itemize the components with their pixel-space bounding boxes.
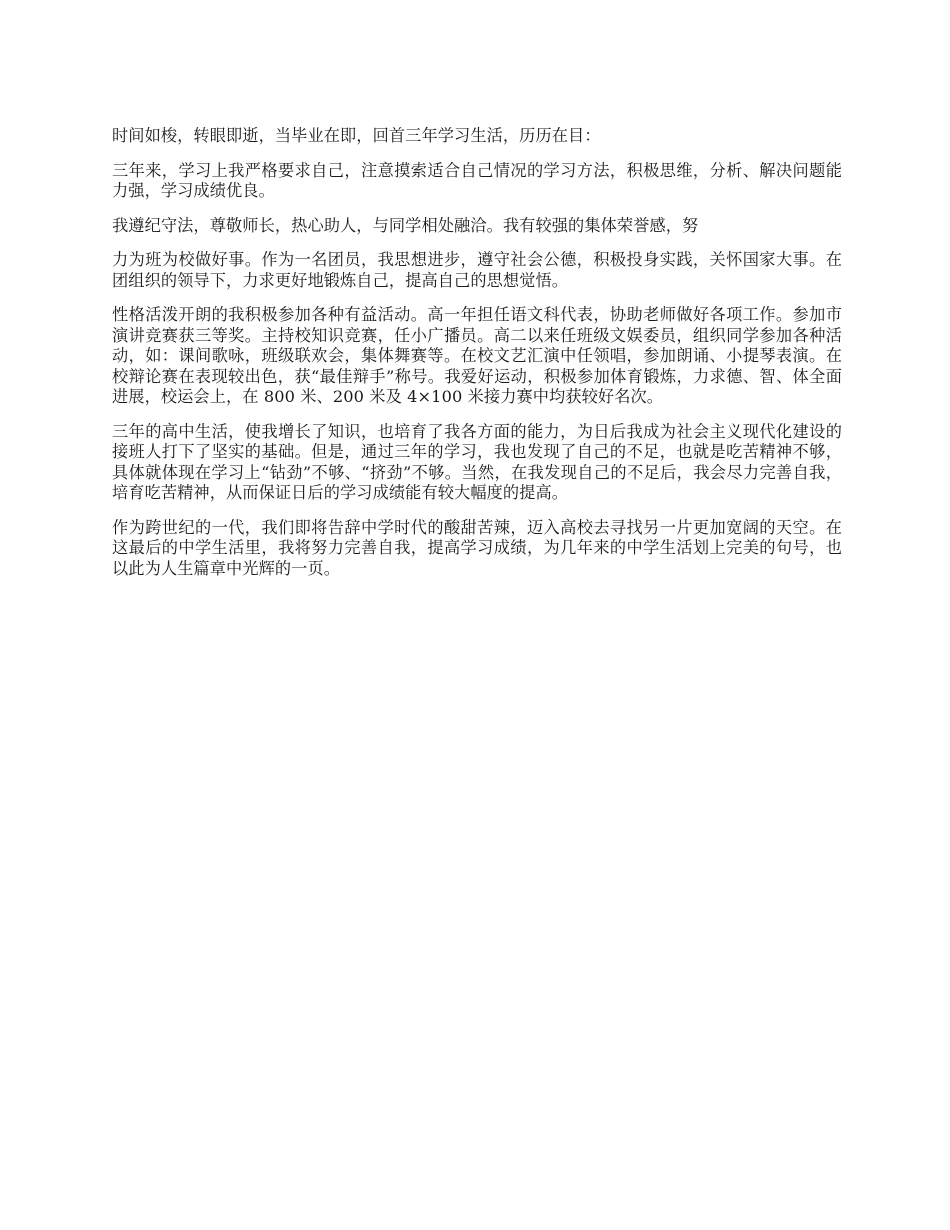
document-page xyxy=(112,126,842,593)
paragraph-activities: 性格活泼开朗的我积极参加各种有益活动。高一年担任语文科代表，协助老师做好各项工作。参加市演讲竞赛获三等奖。主持校知识竞赛，任小广播员。高二以来任班级文娱委员，组织同学参加各种活动，如：课间歌咏，班级联欢会，集体舞赛等。在校文艺汇演中任领唱，参加朗诵、小提琴表演。在校辩论赛在表现较出色，获“最佳辩手”称号。我爱好运动，积极参加体育锻炼，力求德、智、体全面进展，校运会上，在 800 米、200 米及 4×100 米接力赛中均获较好名次。 xyxy=(112,305,842,406)
paragraph-intro: 时间如梭，转眼即逝，当毕业在即，回首三年学习生活，历历在目： xyxy=(112,126,601,145)
paragraph-service: 力为班为校做好事。作为一名团员，我思想进步，遵守社会公德，积极投身实践，关怀国家大事。在团组织的领导下，力求更好地锻炼自己，提高自己的思想觉悟。 xyxy=(112,250,842,290)
paragraph-conduct: 我遵纪守法，尊敬师长，热心助人，与同学相处融洽。我有较强的集体荣誉感，努 xyxy=(112,215,699,235)
paragraph-reflection: 三年的高中生活，使我增长了知识，也培育了我各方面的能力，为日后我成为社会主义现代化建设的接班人打下了坚实的基础。但是，通过三年的学习，我也发现了自己的不足，也就是吃苦精神不够，具体就体现在学习上“钻劲”不够、“挤劲”不够。当然，在我发现自己的不足后，我会尽力完善自我，培育吃苦精神，从而保证日后的学习成绩能有较大幅度的提高。 xyxy=(112,421,842,502)
paragraph-study: 三年来，学习上我严格要求自己，注意摸索适合自己情况的学习方法，积极思维，分析、解决问题能力强，学习成绩优良。 xyxy=(112,160,842,200)
paragraph-conclusion: 作为跨世纪的一代，我们即将告辞中学时代的酸甜苦辣，迈入高校去寻找另一片更加宽阔的天空。在这最后的中学生活里，我将努力完善自我，提高学习成绩，为几年来的中学生活划上完美的句号，也以此为人生篇章中光辉的一页。 xyxy=(112,517,842,578)
